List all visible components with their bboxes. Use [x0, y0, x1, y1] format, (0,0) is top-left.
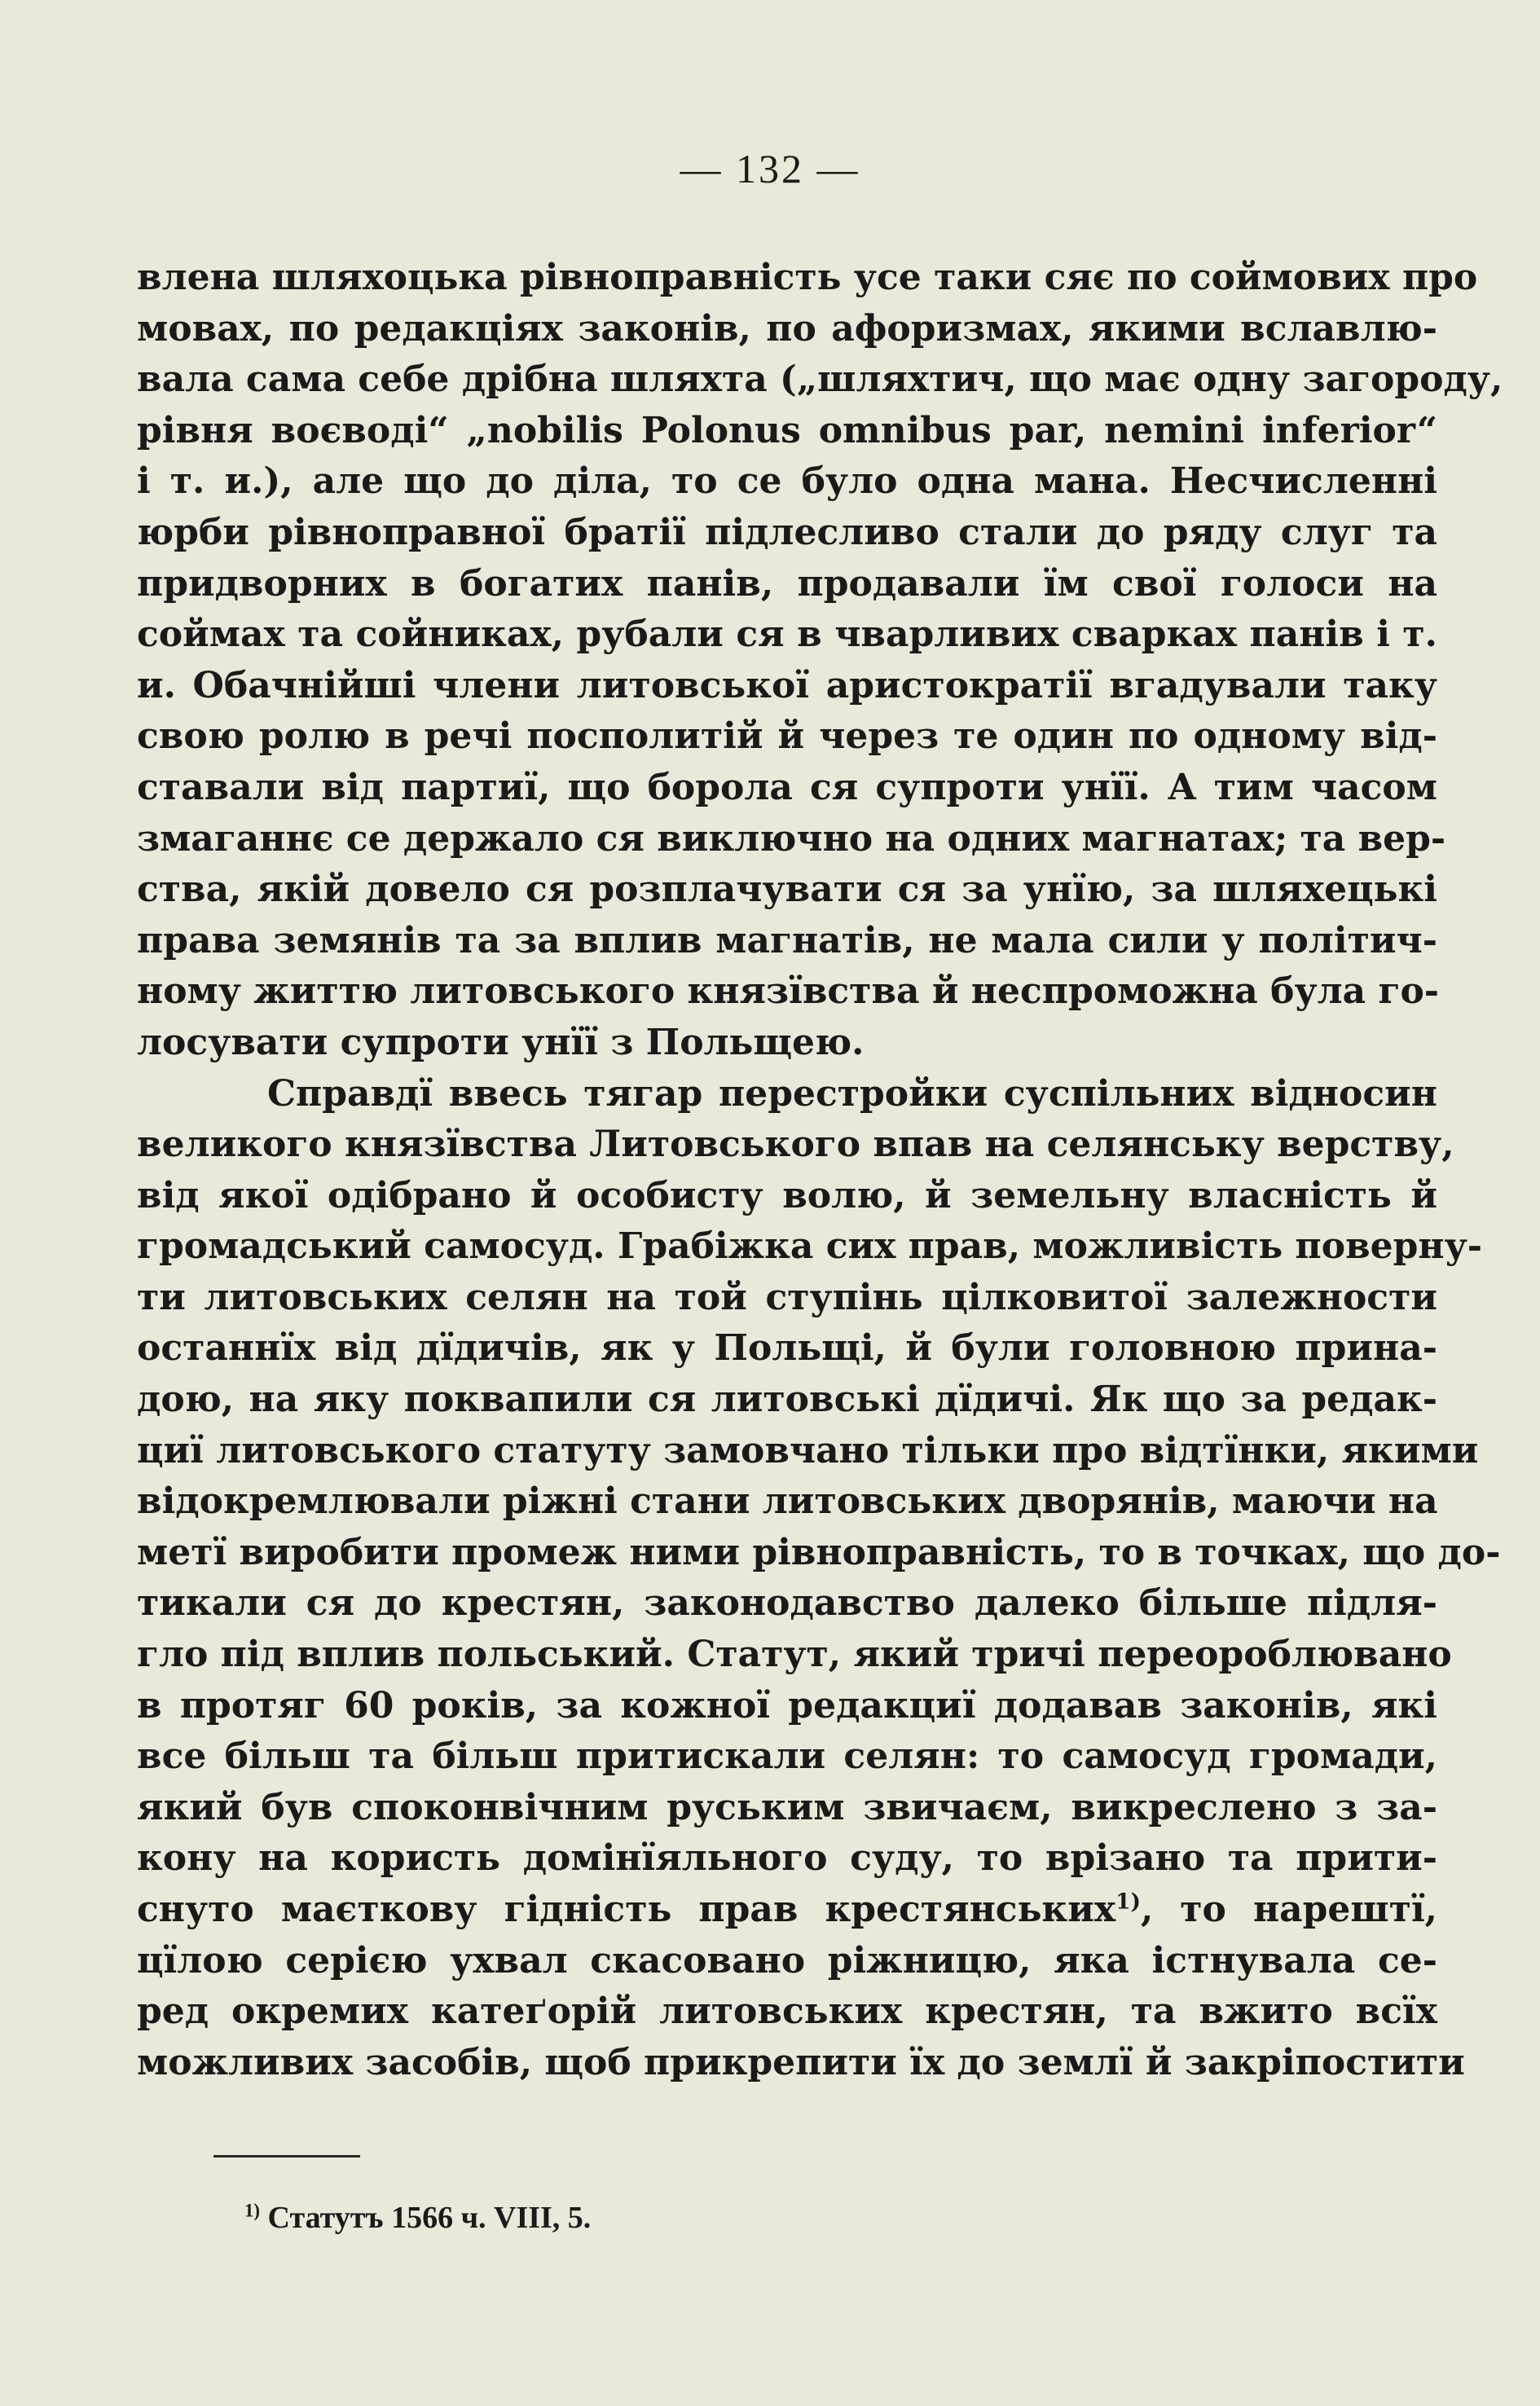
footnote-text: Статутъ 1566 ч. VIII, 5.	[267, 2201, 592, 2235]
text-line: влена шляхоцька рівноправність усе таки сяє по соймових про	[137, 257, 1478, 298]
text-line: рівня воєводі“ „nobilis Polonus omnibus par, nemini inferior“	[137, 409, 1437, 451]
text-line: від якої одібрано й особисту волю, й земельну власність й	[137, 1174, 1437, 1216]
text-line: кону на користь домінїяльного суду, то врізано та прити-	[137, 1837, 1437, 1880]
text-line: вала сама себе дрібна шляхта („шляхтич, що має одну загороду,	[137, 358, 1503, 401]
text-line: ти литовських селян на той ступінь цілковитої залежности	[137, 1276, 1437, 1318]
text-line: ства, якій довело ся розплачувати ся за унїю, за шляхецькі	[137, 869, 1437, 911]
text-line: мовах, по редакціях законів, по афоризмах, якими вславлю-	[137, 307, 1437, 350]
footnote-marker: 1)	[244, 2200, 260, 2221]
text-line: відокремлювали ріжні стани литовських дворянів, маючи на	[137, 1480, 1438, 1523]
text-line: змаганнє се держало ся виключно на одних магнатах; та вер-	[137, 817, 1446, 860]
text-line: ставали від партиї, що борола ся супроти унїї. А тим часом	[137, 766, 1437, 808]
footnote-divider	[213, 2155, 360, 2157]
text-line: останнїх від дїдичів, як у Польщі, й були головною прина-	[137, 1327, 1437, 1370]
text-line: і т. и.), але що до ділa, то се було одна мана. Несчисленні	[137, 460, 1437, 503]
text-line: юрби рівноправної братії підлесливо стали до ряду слуг та	[137, 511, 1437, 553]
text-line: и. Обачнійші члени литовської аристократії вгадували таку	[137, 664, 1437, 706]
paragraph-start-line: Справдї ввесь тягар перестройки суспільних відносин	[267, 1072, 1437, 1115]
footnote	[244, 2200, 591, 2236]
text-line: гло під вплив польський. Статут, який тричі переороблювано	[137, 1634, 1452, 1676]
text-line: соймах та сойниках, рубали ся в чварливих сварках панів і т.	[137, 614, 1437, 656]
text-line: все більш та більш притискали селян: то самосуд громади,	[137, 1735, 1437, 1778]
text-line: тикали ся до крестян, законодавство далеко більше підля-	[137, 1582, 1437, 1625]
text-line: який був споконвічним руським звичаєм, викреслено з за-	[137, 1786, 1437, 1828]
text-line: придворних в богатих панів, продавали їм свої голоси на	[137, 562, 1437, 605]
text-line: великого князївства Литовського впав на селянську верству,	[137, 1124, 1454, 1166]
text-line: цїлою серією ухвал скасовано ріжницю, яка істнувала се-	[137, 1939, 1437, 1982]
page-number: — 132 —	[680, 146, 860, 191]
body-text	[137, 253, 1503, 2088]
text-line: ред окремих катеґорій литовських крестян, та вжито всїх	[137, 1990, 1437, 2033]
text-line: метї виробити промеж ними рівноправність, то в точках, що до-	[137, 1531, 1501, 1573]
footnote-reference: 1)	[1115, 1889, 1141, 1915]
line-text-tail: , то нарештї,	[1140, 1889, 1438, 1930]
text-line: свою ролю в речі посполитій й через те один по одному від-	[137, 715, 1437, 758]
text-line-with-footnote	[137, 1885, 1437, 1936]
text-line: можливих засобів, щоб прикрепити їх до землї й закріпостити	[137, 2041, 1465, 2083]
text-line: дою, на яку поквапили ся литовські дїдичі. Як що за редак-	[137, 1379, 1437, 1421]
text-line: в протяг 60 років, за кожної редакциї додавав законів, які	[137, 1684, 1437, 1726]
text-line: циї литовського статуту замовчано тільки про відтїнки, якими	[137, 1429, 1479, 1471]
line-text: снуто маєткову гідність прав крестянських	[137, 1889, 1116, 1930]
text-line: ному життю литовського князївства й неспроможна була го-	[137, 970, 1440, 1013]
text-line: права земянів та за вплив магнатів, не мала сили у політич-	[137, 919, 1437, 961]
text-line: лосувати супроти унїї з Польщею.	[137, 1021, 865, 1063]
text-line: громадський самосуд. Грабіжка сих прав, можливість поверну-	[137, 1225, 1483, 1268]
